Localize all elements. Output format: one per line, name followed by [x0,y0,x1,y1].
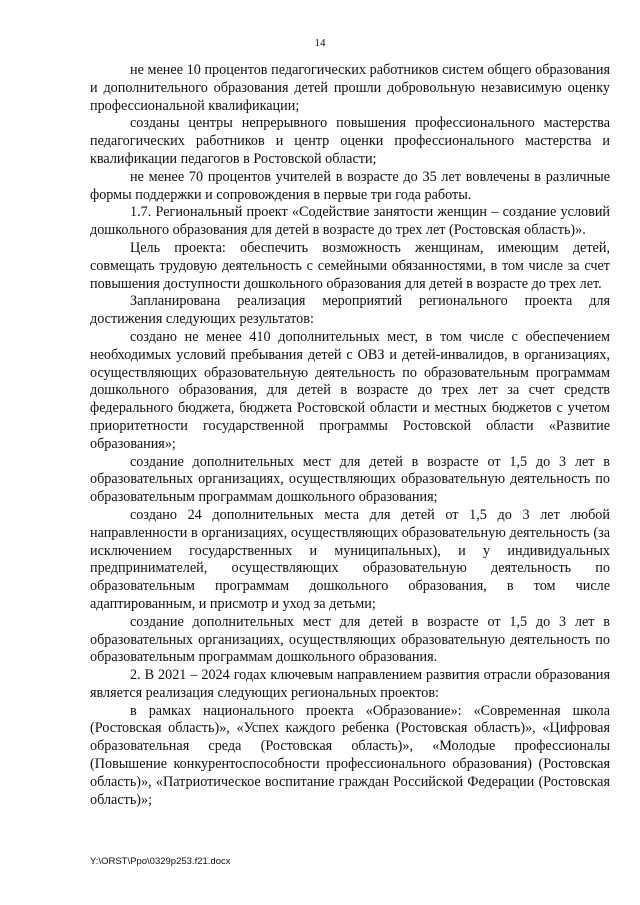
document-body [90,62,610,809]
paragraph: созданы центры непрерывного повышения профессионального мастерства педагогических работников и центр оценки профессионального мастерства и квалификации педагогов в Ростовской области; [90,115,610,167]
paragraph: в рамках национального проекта «Образование»: «Современная школа (Ростовская область)», «Успех каждого ребенка (Ростовская область)», «Цифровая образовательная среда (Ростовская область)», «Молодые профессионалы (Повышение конкурентоспособности профессионального образования) (Ростовская область)», «Патриотическое воспитание граждан Российской Федерации (Ростовская область)»; [90,702,610,808]
paragraph: создано 24 дополнительных места для детей от 1,5 до 3 лет любой направленности в организациях, осуществляющих образовательную деятельность (за исключением государственных и муниципальных), и у индивидуальных предпринимателей, осуществляющих образовательную деятельность по образовательным программам дошкольного образования, в том числе адаптированным, и присмотр и уход за детьми; [90,506,610,612]
paragraph: создание дополнительных мест для детей в возрасте от 1,5 до 3 лет в образовательных организациях, осуществляющих образовательную деятельность по образовательным программам дошкольного образования. [90,613,610,666]
paragraph: создание дополнительных мест для детей в возрасте от 1,5 до 3 лет в образовательных организациях, осуществляющих образовательную деятельность по образовательным программам дошкольного образования; [90,453,610,506]
paragraph: Запланирована реализация мероприятий регионального проекта для достижения следующих результатов: [90,293,610,328]
paragraph: Цель проекта: обеспечить возможность женщинам, имеющим детей, совмещать трудовую деятельность с семейными обязанностями, в том числе за счет повышения доступности дошкольного образования для детей в возрасте до трех лет. [90,239,610,292]
paragraph: не менее 70 процентов учителей в возрасте до 35 лет вовлечены в различные формы поддержки и сопровождения в первые три года работы. [90,168,610,203]
section-heading-paragraph: 2. В 2021 – 2024 годах ключевым направлением развития отрасли образования является реализация следующих региональных проектов: [90,667,610,701]
section-heading-paragraph: 1.7. Региональный проект «Содействие занятости женщин – создание условий дошкольного образования для детей в возрасте до трех лет (Ростовская область)». [90,204,610,239]
footer-file-path: Y:\ORST\Ppo\0329p253.f21.docx [90,856,231,867]
page-number: 14 [314,37,326,49]
paragraph: создано не менее 410 дополнительных мест, в том числе с обеспечением необходимых условий пребывания детей с ОВЗ и детей-инвалидов, в организациях, осуществляющих образовательную деятельность по образовательным программам дошкольного образования, для детей в возрасте до трех лет за счет средств федерального бюджета, бюджета Ростовской области и местных бюджетов с учетом приоритетности государственной программы Ростовской области «Развитие образования»; [90,328,610,452]
paragraph: не менее 10 процентов педагогических работников систем общего образования и дополнительного образования детей прошли добровольную независимую оценку профессиональной квалификации; [90,62,610,114]
